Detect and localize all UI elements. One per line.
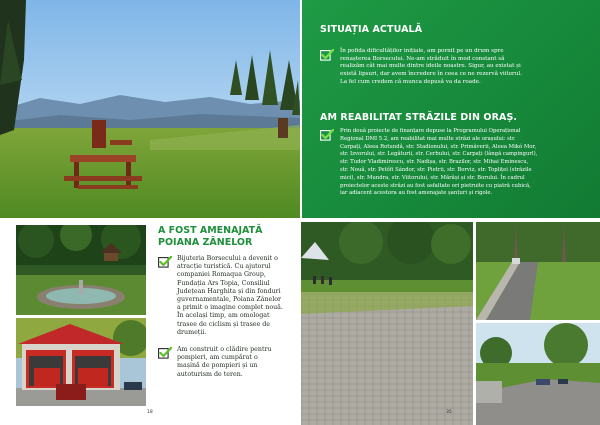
strazi-line: Carpați, Aleea Rotundă, str. Stadionului, str. Primăverii, Aleea Mikó Mor, bbox=[340, 143, 537, 150]
checkmark-icon bbox=[320, 49, 334, 61]
situatia-paragraph bbox=[340, 48, 590, 87]
amenajata-line: Am construit o clădire pentru bbox=[177, 346, 272, 353]
strazi-line: mici), str. Mundra, str. Viitorului, str. Mărăși și str. Borului. În cadrul bbox=[340, 174, 525, 181]
mountain-picnic-photo bbox=[0, 0, 300, 218]
situatia-line: La fel cum credem că munca depusă va da roade. bbox=[340, 78, 481, 85]
amenajata-line: Fundația Ars Topia, Consiliul bbox=[177, 279, 270, 287]
strazi-line: str. Tudor Vladimirescu, str. Nadișa, str. Brazilor, str. Mihai Eminescu, bbox=[340, 159, 529, 166]
amenajata-title-line: POIANA ZÂNELOR bbox=[158, 237, 253, 248]
amenajata-title-line: A FOST AMENAJATĂ bbox=[158, 225, 263, 236]
strazi-line: proiectelor aceste străzi au fost asfaltate ori pietruite cu piatră cubică, bbox=[340, 182, 531, 189]
fountain-park-photo bbox=[16, 225, 146, 315]
asphalt-road-photo bbox=[476, 222, 600, 320]
amenajata-paragraph-1 bbox=[177, 255, 295, 337]
strazi-paragraph bbox=[340, 128, 598, 198]
amenajata-line: În același timp, am omologat bbox=[177, 312, 270, 320]
situatia-line: renașterea Borsecului. Ne-am străduit în mod constant să bbox=[340, 55, 505, 62]
amenajata-line: a primit o imagine complet nouă. bbox=[177, 304, 283, 312]
amenajata-line: pompieri, am cumpărat o bbox=[177, 354, 258, 362]
amenajata-line: companiei Romaqua Group, bbox=[177, 271, 266, 279]
amenajata-line: guvernamentale, Poiana Zânelor bbox=[177, 296, 282, 304]
amenajata-line: trasee de ciclism și trasee de bbox=[177, 320, 271, 328]
strazi-line: str. Izvorului, str. Legăturii, str. Cerbului, str. Carpați (lângă campingurl), bbox=[340, 151, 538, 158]
strazi-line: Prin două proiecte de finanțare depuse la Programului Operațional bbox=[340, 128, 521, 134]
fire-station-photo bbox=[16, 318, 146, 406]
situatia-title: SITUAȚIA ACTUALĂ bbox=[320, 24, 423, 35]
amenajata-line: atracție turistică. Cu ajutorul bbox=[177, 263, 271, 271]
checkmark-icon bbox=[158, 347, 172, 359]
page-number-left: 18 bbox=[147, 410, 153, 415]
strazi-title: AM REABILITAT STRĂZILE DIN ORAȘ. bbox=[320, 112, 518, 123]
residential-road-photo bbox=[476, 323, 600, 425]
strazi-line: str. Nouă, str. Petőfi Sándor, str. Pietrii, str. Borviz, str. Topliței (străzile bbox=[340, 166, 532, 173]
cobblestone-street-photo bbox=[301, 222, 473, 425]
amenajata-paragraph-2 bbox=[177, 346, 295, 379]
situatia-line: În pofida dificultăților inițiale, am pornit pe un drum spre bbox=[340, 48, 504, 54]
situatia-line: există lipsuri, dar avem încredere în ceea ce ne rezervă viitorul. bbox=[340, 71, 522, 78]
amenajata-line: drumeții. bbox=[177, 328, 207, 336]
page-number-right: 35 bbox=[446, 410, 452, 415]
strazi-line: iar adiacent acestora au fost amenajate șanțuri și rigole. bbox=[340, 190, 493, 197]
checkmark-icon bbox=[320, 129, 334, 141]
situatia-line: realizăm cât mai multe dintre ideile noastre. Sigur, au existat și bbox=[340, 63, 521, 70]
amenajata-line: mașină de pompieri și un bbox=[177, 362, 258, 370]
checkmark-icon bbox=[158, 256, 172, 268]
amenajata-line: autoturism de teren. bbox=[177, 370, 243, 378]
amenajata-line: Județean Harghita și din fonduri bbox=[177, 287, 281, 295]
amenajata-line: Bijuteria Borsecului a devenit o bbox=[177, 255, 278, 262]
amenajata-title bbox=[158, 225, 262, 249]
strazi-line: Regional DMI 5.2, am reabilitat mai multe străzi ale orașului: str. bbox=[340, 135, 516, 142]
